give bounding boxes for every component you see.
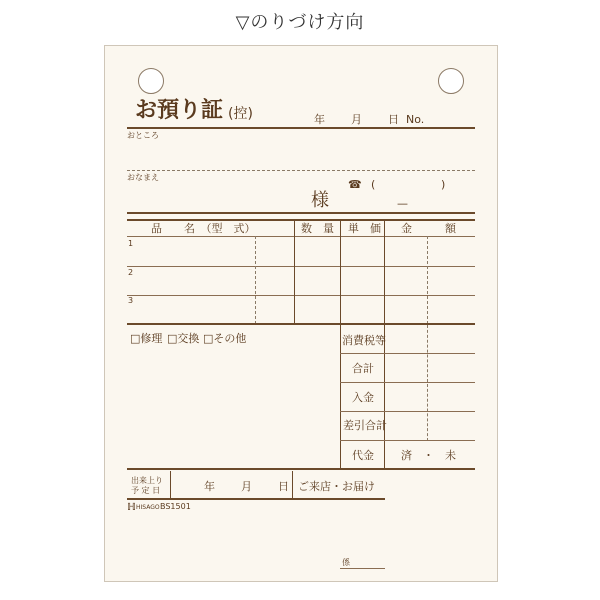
phone-open-paren: ( xyxy=(371,178,376,191)
copy-mark: (控) xyxy=(228,106,253,122)
brand-name: HISAGO xyxy=(136,504,160,511)
honorific-sama: 様 xyxy=(311,190,329,211)
amount-dashed-divider xyxy=(427,236,428,324)
summary-rule-2 xyxy=(340,382,475,383)
footer-bottom-rule xyxy=(127,498,385,500)
customer-rule xyxy=(127,212,475,214)
summary-rule-1 xyxy=(340,353,475,354)
footer-rule-1 xyxy=(170,471,171,498)
table-top-rule xyxy=(127,219,475,221)
form-code: BS1501 xyxy=(160,502,191,511)
binding-hole-right xyxy=(438,68,464,94)
staff-label: 係 xyxy=(342,558,350,567)
item-dashed-divider xyxy=(255,236,256,324)
header-number-label: No. xyxy=(406,113,425,126)
table-header-rule xyxy=(127,236,475,237)
footer-day-label: 日 xyxy=(278,480,289,493)
header-item-name: 品 名 （型 式） xyxy=(151,222,256,235)
payment-status-dot: ・ xyxy=(423,449,434,462)
address-label: おところ xyxy=(127,131,159,140)
completion-label-line2: 予 定 日 xyxy=(131,486,161,495)
column-rule-amount xyxy=(384,219,385,324)
header-unit-price: 単 価 xyxy=(348,222,381,235)
option-other: □その他 xyxy=(203,332,247,345)
summary-left-rule xyxy=(340,325,341,469)
footer-month-label: 月 xyxy=(241,480,252,493)
column-rule-unit-price xyxy=(340,219,341,324)
row-rule-1 xyxy=(127,266,475,267)
column-rule-quantity xyxy=(294,219,295,324)
header-year-label: 年 xyxy=(314,113,325,126)
payment-status-paid: 済 xyxy=(401,449,412,462)
header-month-label: 月 xyxy=(351,113,362,126)
summary-payment-label: 代金 xyxy=(352,449,374,462)
completion-label-line1: 出来上り xyxy=(131,476,163,485)
row-number-1: 1 xyxy=(128,239,134,248)
binding-hole-left xyxy=(138,68,164,94)
summary-dashed-divider xyxy=(427,325,428,441)
staff-line xyxy=(340,568,385,569)
option-exchange: □交換 xyxy=(167,332,200,345)
slip-title: お預り証 xyxy=(135,98,224,123)
receipt-slip xyxy=(104,45,498,582)
summary-rule-4 xyxy=(340,440,475,441)
name-label: おなまえ xyxy=(127,173,159,182)
glue-direction-note: ▽のりづけ方向 xyxy=(235,12,365,33)
row-number-2: 2 xyxy=(128,268,134,277)
phone-dash: — xyxy=(397,197,408,210)
header-day-label: 日 xyxy=(388,113,399,126)
brand-logo-icon: ℍ xyxy=(127,502,136,513)
summary-deposit-label: 入金 xyxy=(352,391,374,404)
summary-tax-label: 消費税等 xyxy=(342,334,386,347)
row-rule-2 xyxy=(127,295,475,296)
pickup-label: ご来店・お届け xyxy=(298,480,375,493)
row-number-3: 3 xyxy=(128,296,134,305)
summary-bottom-rule xyxy=(127,468,475,470)
payment-status-unpaid: 未 xyxy=(445,449,456,462)
header-amount: 金 額 xyxy=(401,222,456,235)
summary-balance-label: 差引合計 xyxy=(343,419,387,432)
footer-year-label: 年 xyxy=(204,480,215,493)
address-dashed-line xyxy=(127,170,475,171)
phone-close-paren: ) xyxy=(441,178,446,191)
footer-rule-2 xyxy=(292,471,293,498)
table-bottom-rule xyxy=(127,323,475,325)
header-rule xyxy=(127,127,475,129)
phone-icon: ☎ xyxy=(348,178,362,191)
summary-rule-3 xyxy=(340,411,475,412)
summary-total-label: 合計 xyxy=(352,362,374,375)
option-repair: □修理 xyxy=(130,332,163,345)
header-quantity: 数 量 xyxy=(301,222,334,235)
